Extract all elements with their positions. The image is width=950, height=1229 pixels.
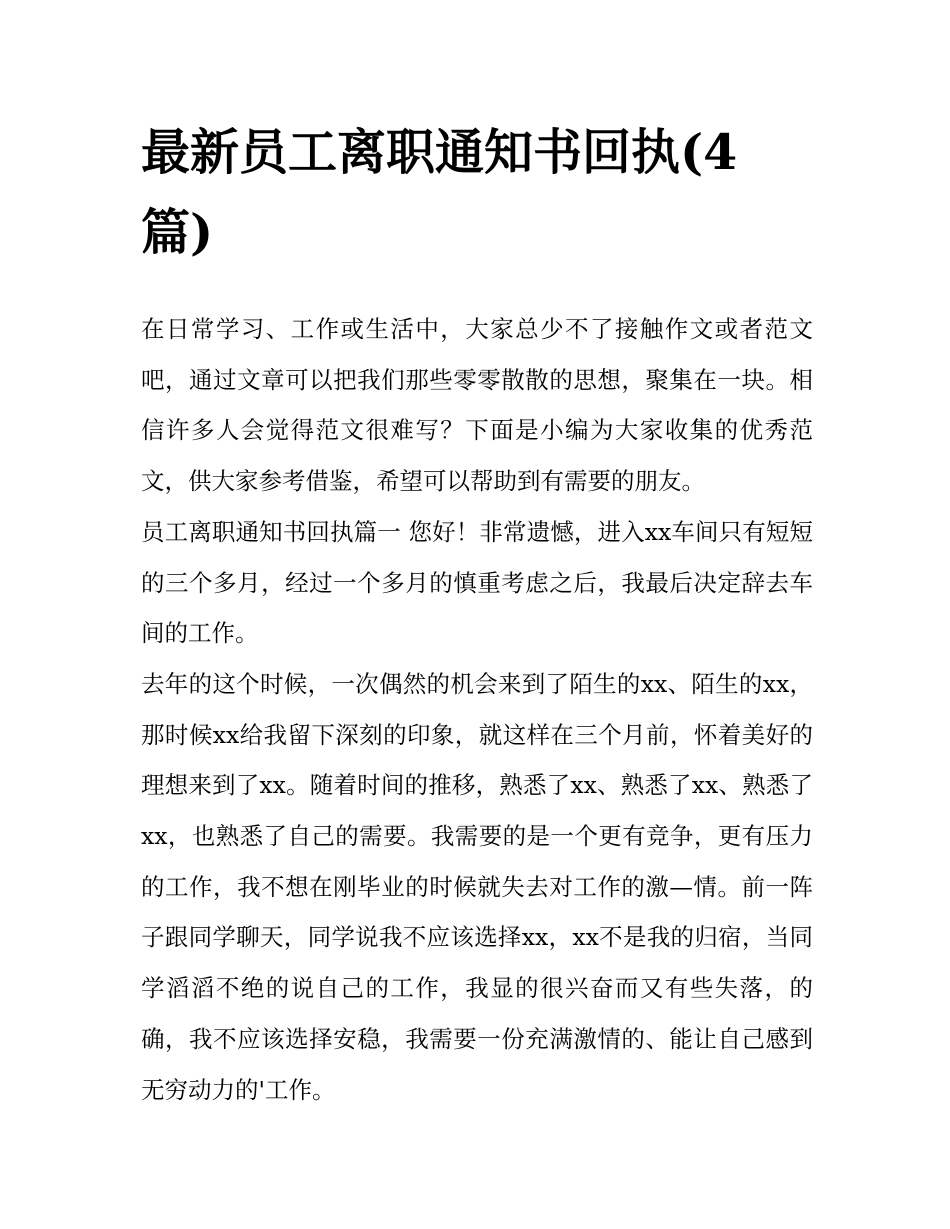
intro-paragraph: 在日常学习、工作或生活中，大家总少不了接触作文或者范文吧，通过文章可以把我们那些零零散散的思想，聚集在一块。相信许多人会觉得范文很难写？下面是小编为大家收集的优秀范文，供大家参考借鉴，希望可以帮助到有需要的朋友。 bbox=[141, 315, 813, 496]
document-page bbox=[141, 112, 813, 1115]
body-paragraph-2: 去年的这个时候，一次偶然的机会来到了陌生的xx、陌生的xx，那时候xx给我留下深刻的印象，就这样在三个月前，怀着美好的理想来到了xx。随着时间的推移，熟悉了xx、熟悉了xx、熟悉了xx，也熟悉了自己的需要。我需要的是一个更有竞争，更有压力的工作，我不想在刚毕业的时候就失去对工作的激—情。前一阵子跟同学聊天，同学说我不应该选择xx，xx不是我的归宿，当同学滔滔不绝的说自己的工作，我显的很兴奋而又有些失落，的确，我不应该选择安稳，我需要一份充满激情的、能让自己感到无穷动力的'工作。 bbox=[141, 669, 813, 1104]
body-paragraph-1: 员工离职通知书回执篇一 您好！非常遗憾，进入xx车间只有短短的三个多月，经过一个多月的慎重考虑之后，我最后决定辞去车间的工作。 bbox=[141, 517, 813, 648]
document-title: 最新员工离职通知书回执(4篇) bbox=[141, 123, 738, 261]
